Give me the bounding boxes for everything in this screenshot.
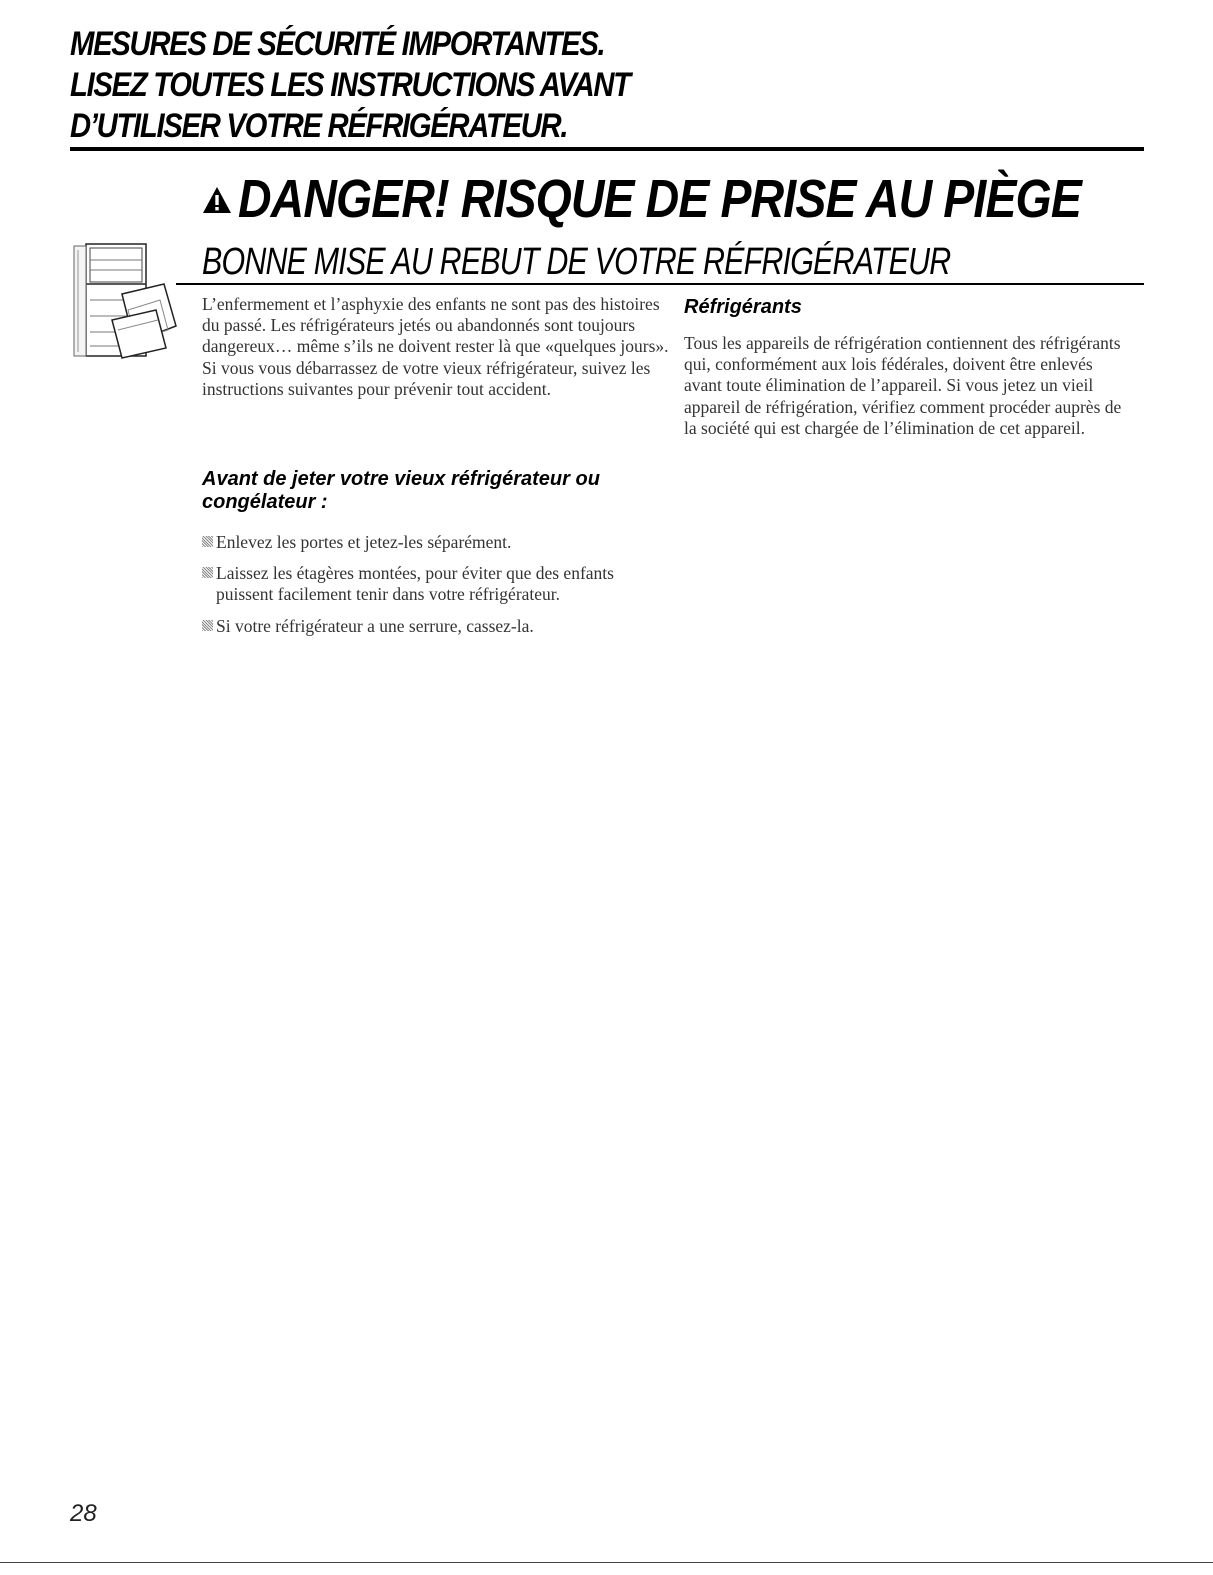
list-item — [202, 616, 672, 637]
page-header — [70, 24, 1150, 147]
bullet-text: Laissez les étagères montées, pour éviter que des enfants puissent facilement tenir dans votre réfrigérateur. — [216, 563, 614, 605]
header-line-2: LISEZ TOUTES LES INSTRUCTIONS AVANT — [70, 66, 630, 104]
refrigerants-text: Tous les appareils de réfrigération contiennent des réfrigérants qui, conformément aux lois fédérales, doivent être enlevés avant toute élimination de l’appareil. Si vous jetez un vieil appareil de réfrigération, vérifiez comment procéder auprès de la société qui est chargée de l’élimination de cet appareil. — [684, 333, 1122, 438]
bullet-square-icon — [202, 620, 213, 631]
bullet-square-icon — [202, 567, 213, 578]
header-line-3: D’UTILISER VOTRE RÉFRIGÉRATEUR. — [70, 107, 568, 145]
intro-text: L’enfermement et l’asphyxie des enfants ne sont pas des histoires du passé. Les réfrigérateurs jetés ou abandonnés sont toujours dangereux… même s’ils ne doivent rester là que «quelques jours». Si vous vous débarrassez de votre vieux réfrigérateur, suivez les instructions suivantes pour prévenir tout accident. — [202, 294, 669, 399]
disposal-heading: Avant de jeter votre vieux réfrigérateur ou congélateur : — [202, 468, 600, 513]
header-line-1: MESURES DE SÉCURITÉ IMPORTANTES. — [70, 25, 605, 63]
subtitle-rule — [176, 283, 1144, 285]
refrigerator-open-doors-icon — [72, 240, 180, 362]
bullet-text: Enlevez les portes et jetez-les séparément. — [216, 532, 512, 552]
refrigerants-heading: Réfrigérants — [684, 296, 802, 318]
danger-title-text: DANGER! RISQUE DE PRISE AU PIÈGE — [238, 169, 1081, 229]
warning-triangle-icon — [202, 186, 232, 214]
page-number: 28 — [70, 1500, 97, 1527]
bullet-square-icon — [202, 536, 213, 547]
refrigerants-paragraph — [684, 333, 1134, 439]
list-item — [202, 532, 672, 553]
disposal-bullet-list — [202, 532, 672, 647]
list-item — [202, 563, 672, 605]
bottom-rule — [0, 1562, 1213, 1563]
bullet-text: Si votre réfrigérateur a une serrure, cassez-la. — [216, 615, 534, 636]
section-subtitle: BONNE MISE AU REBUT DE VOTRE RÉFRIGÉRATEUR — [202, 241, 951, 283]
header-rule — [70, 147, 1144, 151]
intro-paragraph — [202, 294, 672, 400]
